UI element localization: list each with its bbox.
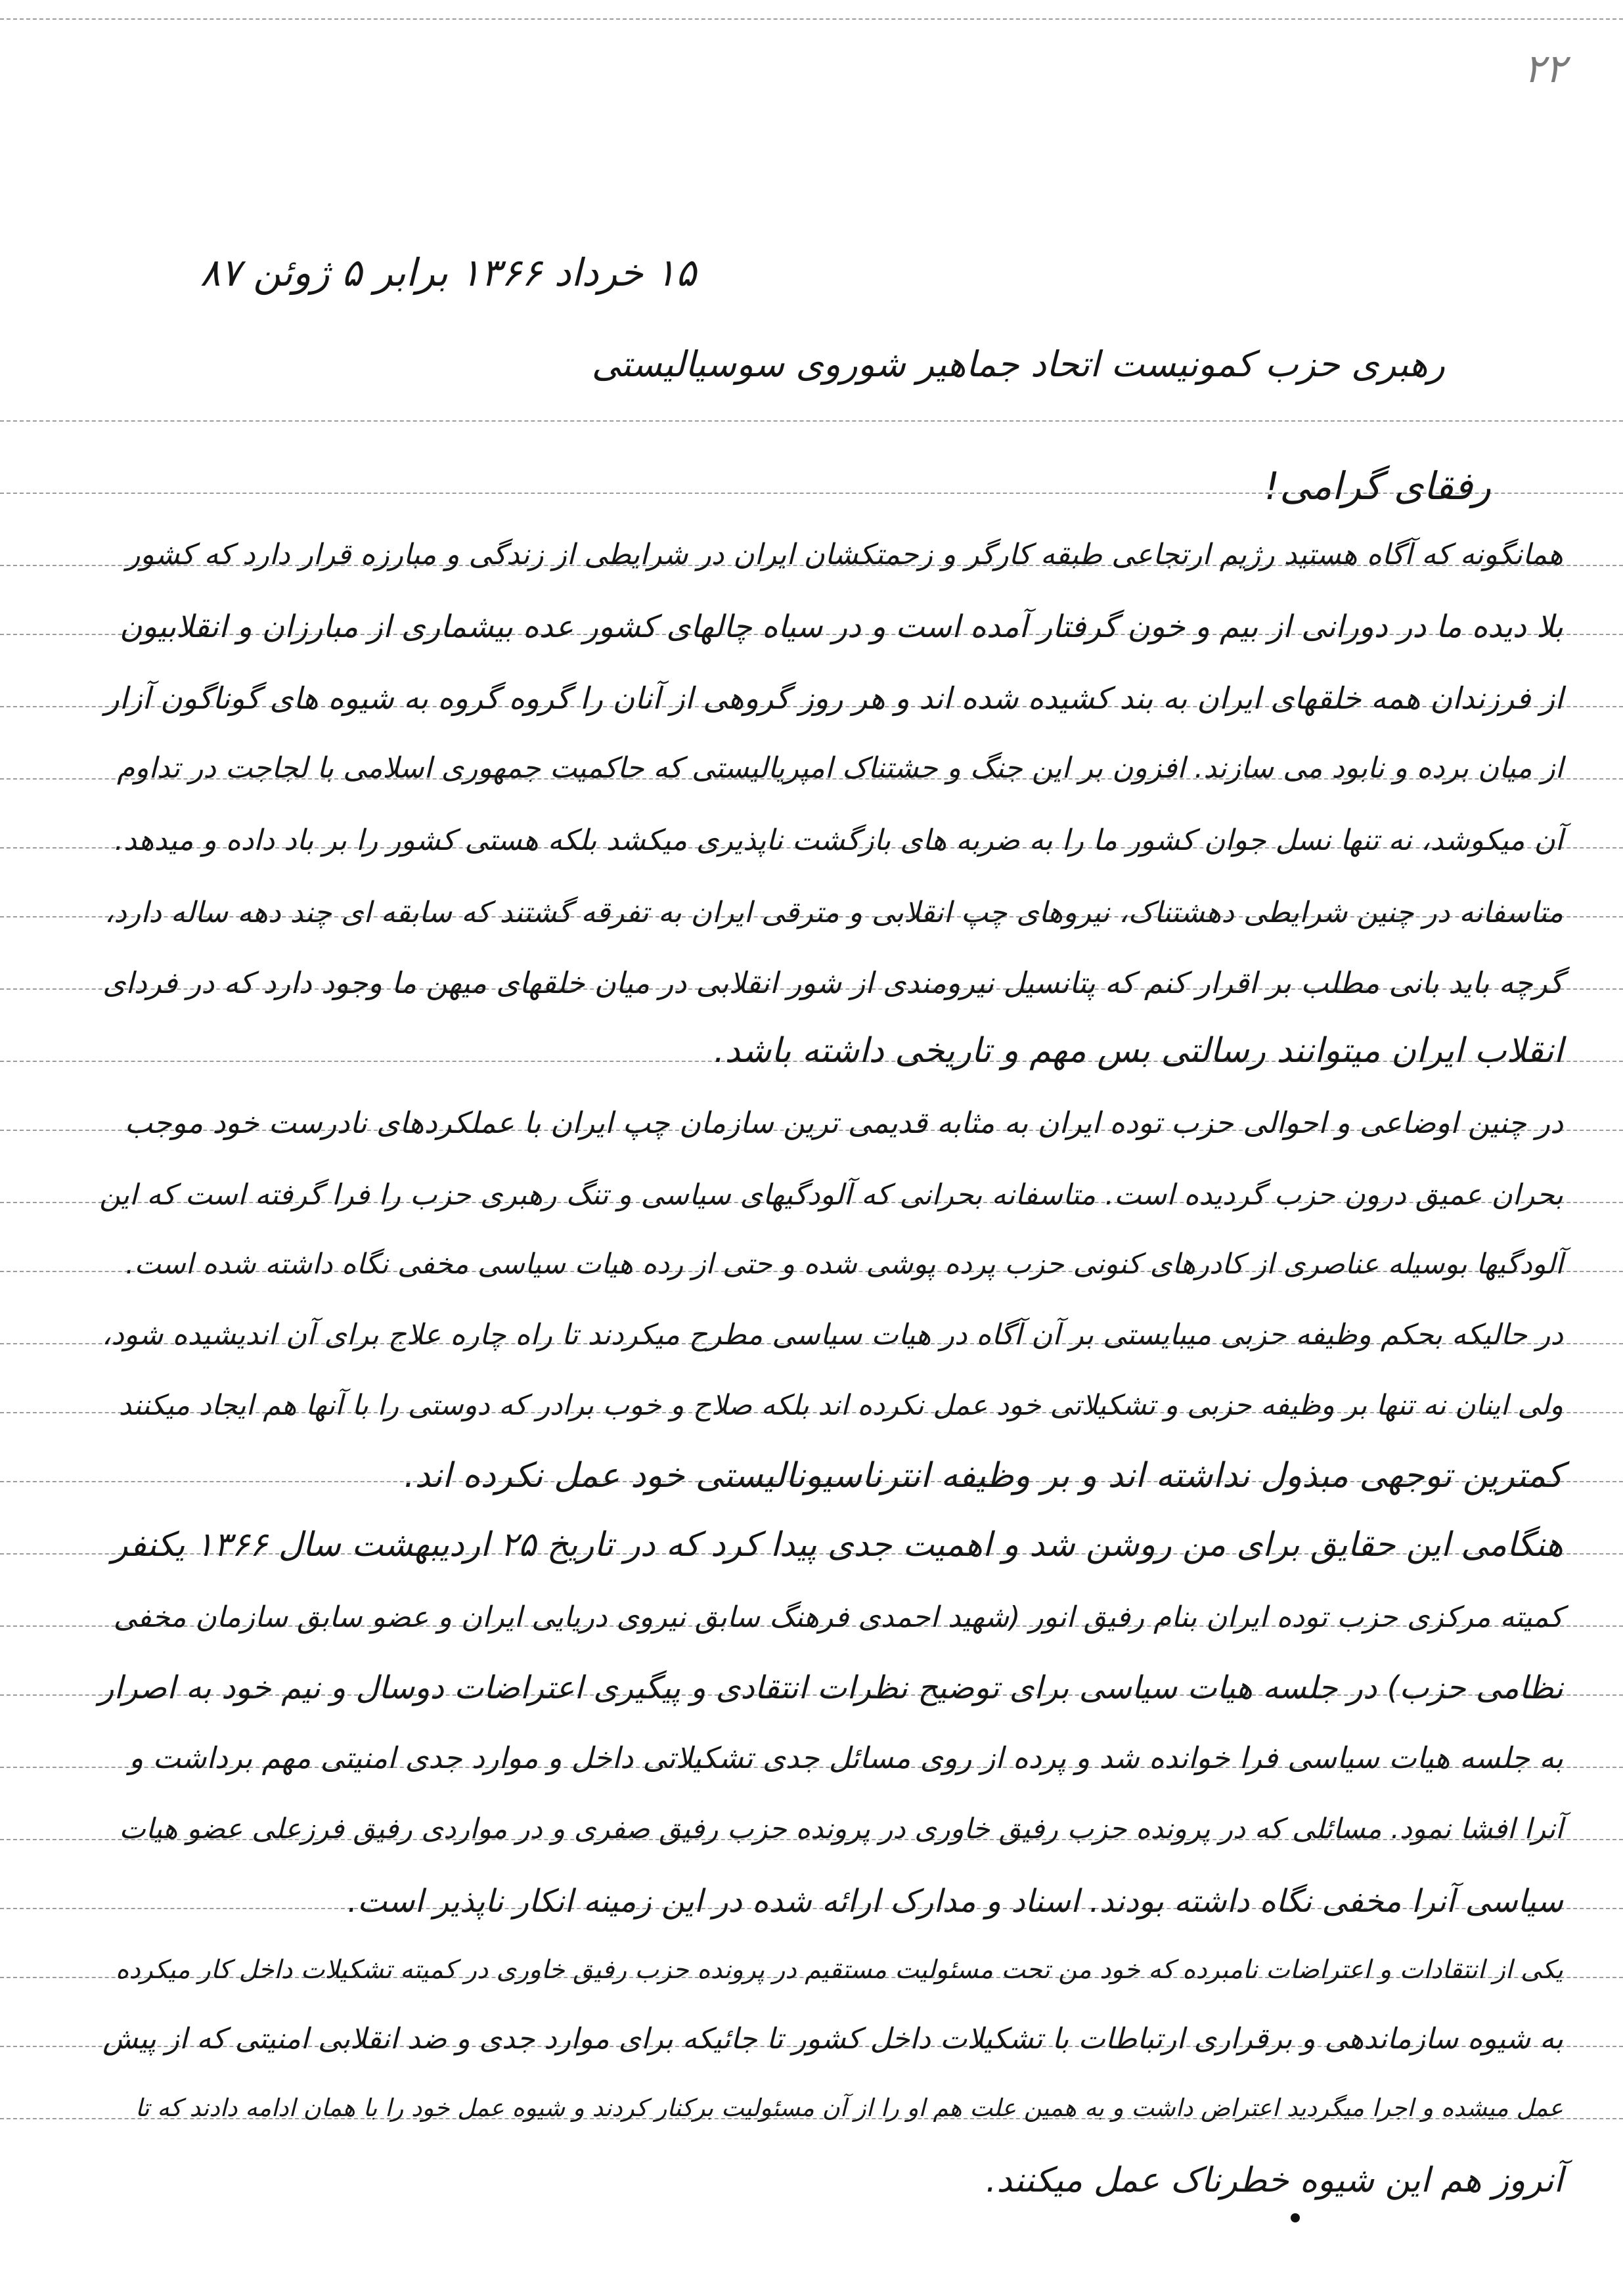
body-line: انقلاب ایران میتوانند رسالتی بس مهم و تاریخی داشته باشد. xyxy=(713,1031,1563,1071)
body-line: عمل میشده و اجرا میگردید اعتراض داشت و به همین علت هم او را از آن مسئولیت برکنار کردند و شیوه عمل خود را با همان ادامه دادند که تا xyxy=(135,2094,1563,2122)
body-line: آنرا افشا نمود. مسائلی که در پرونده حزب رفیق خاوری در پرونده حزب رفیق صفری و در مواردی رفیق فرزعلی عضو هیات xyxy=(119,1813,1563,1845)
body-line: ولی اینان نه تنها بر وظیفه حزبی و تشکیلاتی خود عمل نکرده اند بلکه صلاح و خوب برادر که دوستی را با آنها هم ایجاد میکنند xyxy=(118,1389,1563,1422)
body-line: آلودگیها بوسیله عناصری از کادرهای کنونی حزب پرده پوشی شده و حتی از رده هیات سیاسی مخفی نگاه داشته شده است. xyxy=(125,1248,1563,1281)
body-line: آن میکوشد، نه تنها نسل جوان کشور ما را به ضربه های بازگشت ناپذیری میکشد بلکه هستی کشور را بر باد داده و میدهد. xyxy=(114,824,1563,857)
body-line: گرچه باید بانی مطلب بر اقرار کنم که پتانسیل نیرومندی از شور انقلابی در میان خلقهای میهن ما وجود دارد که در فردای xyxy=(102,965,1563,1000)
body-line: از فرزندان همه خلقهای ایران به بند کشیده شده اند و هر روز گروهی از آنان را گروه گروه به شیوه های گوناگون آزار xyxy=(104,680,1563,716)
body-line: از میان برده و نابود می سازند. افزون بر این جنگ و حشتناک امپریالیستی که حاکمیت جمهوری اسلامی با لجاجت در تداوم xyxy=(117,751,1563,785)
salutation: رفقای گرامی! xyxy=(1264,464,1491,508)
body-line: سیاسی آنرا مخفی نگاه داشته بودند. اسناد و مدارک ارائه شده در این زمینه انکار ناپذیر است. xyxy=(347,1883,1563,1920)
body-line: در حالیکه بحکم وظیفه حزبی میبایستی بر آن آگاه در هیات سیاسی مطرح میکردند تا راه چاره علاج برای آن اندیشیده شود، xyxy=(102,1318,1563,1352)
body-line: بلا دیده ما در دورانی از بیم و خون گرفتار آمده است و در سیاه چالهای کشور عده بیشماری از مبارزان و انقلابیون xyxy=(119,609,1563,645)
recipient-line: رهبری حزب کمونیست اتحاد جماهیر شوروی سوسیالیستی xyxy=(591,343,1445,385)
body-line: در چنین اوضاعی و احوالی حزب توده ایران به مثابه قدیمی ترین سازمان چپ ایران با عملکردهای نادرست خود موجب xyxy=(124,1105,1563,1140)
body-line: کمیته مرکزی حزب توده ایران بنام رفیق انور (شهید احمدی فرهنگ سابق نیروی دریایی ایران و عضو سابق سازمان مخفی xyxy=(113,1601,1563,1634)
body-line: کمترین توجهی مبذول نداشته اند و بر وظیفه انترناسیونالیستی خود عمل نکرده اند. xyxy=(403,1456,1563,1495)
body-line: هنگامی این حقایق برای من روشن شد و اهمیت جدی پیدا کرد که در تاریخ ۲۵ اردیبهشت سال ۱۳۶۶ یکنفر xyxy=(111,1526,1563,1564)
date-line: ۱۵ خرداد ۱۳۶۶ برابر ۵ ژوئن ۸۷ xyxy=(200,250,696,295)
ink-dot xyxy=(1291,2213,1300,2222)
body-line: به شیوه سازماندهی و برقراری ارتباطات با تشکیلات داخل کشور تا جائیکه برای موارد جدی و ضد انقلابی امنیتی که از پیش xyxy=(102,2022,1563,2056)
body-line: بحران عمیق درون حزب گردیده است. متاسفانه بحرانی که آلودگیهای سیاسی و تنگ رهبری حزب را فرا گرفته است که این xyxy=(99,1178,1563,1212)
body-line: همانگونه که آگاه هستید رژیم ارتجاعی طبقه کارگر و زحمتکشان ایران در شرایطی از زندگی و مبارزه قرار دارد که کشور xyxy=(126,538,1563,571)
body-line: آنروز هم این شیوه خطرناک عمل میکنند. xyxy=(985,2161,1563,2200)
body-line: به جلسه هیات سیاسی فرا خوانده شد و پرده از روی مسائل جدی تشکیلاتی داخل و موارد جدی امنیتی مهم برداشت و xyxy=(129,1740,1563,1775)
corner-annotation: ۲۲ xyxy=(1524,46,1567,92)
ruled-line xyxy=(0,18,1623,20)
body-line: یکی از انتقادات و اعتراضات نامبرده که خود من تحت مسئولیت مستقیم در پرونده حزب رفیق خاوری در کمیته تشکیلات داخل کار میکرده xyxy=(115,1955,1563,1985)
body-line: نظامی حزب) در جلسه هیات سیاسی برای توضیح نظرات انتقادی و پیگیری اعتراضات دوسال و نیم خود به اصرار xyxy=(99,1669,1563,1706)
ruled-line xyxy=(0,420,1623,422)
body-line: متاسفانه در چنین شرایطی دهشتناک، نیروهای چپ انقلابی و مترقی ایران به تفرقه گشتند که سابقه ای چند دهه ساله دارد، xyxy=(104,896,1563,929)
